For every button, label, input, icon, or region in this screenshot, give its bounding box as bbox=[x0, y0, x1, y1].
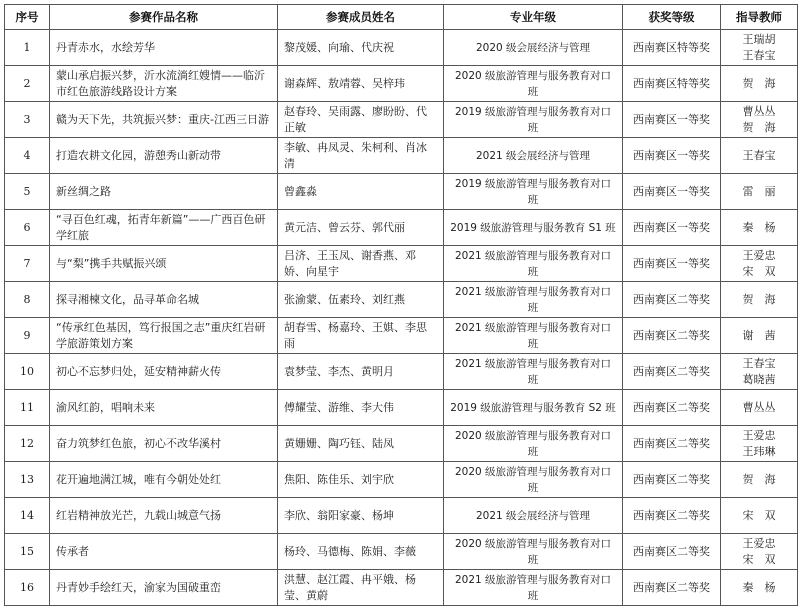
team-members: 吕济、王玉凤、谢香燕、邓娇、向星宇 bbox=[278, 246, 444, 282]
major-grade: 2019 级旅游管理与服务教育对口班 bbox=[444, 102, 623, 138]
table-row bbox=[5, 174, 798, 210]
row-number: 15 bbox=[5, 534, 50, 570]
award-level: 西南赛区二等奖 bbox=[623, 534, 721, 570]
advisors bbox=[721, 462, 798, 498]
table-row bbox=[5, 318, 798, 354]
entry-title: “传承红色基因，笃行报国之志”重庆红岩研学旅游策划方案 bbox=[50, 318, 278, 354]
row-number: 2 bbox=[5, 66, 50, 102]
table-row bbox=[5, 534, 798, 570]
team-members: 黎茂媛、向瑜、代庆祝 bbox=[278, 30, 444, 66]
header-row bbox=[5, 5, 798, 30]
team-members: 焦阳、陈佳乐、刘宇欣 bbox=[278, 462, 444, 498]
major-grade: 2021 级旅游管理与服务教育对口班 bbox=[444, 246, 623, 282]
row-number: 13 bbox=[5, 462, 50, 498]
advisor-name: 王春宝 bbox=[742, 356, 776, 370]
entry-title: 花开遍地满江城，唯有今朝处处红 bbox=[50, 462, 278, 498]
major-grade: 2019 级旅游管理与服务教育对口班 bbox=[444, 174, 623, 210]
advisors bbox=[721, 174, 798, 210]
entry-title: “寻百色红魂，拓青年新篇”——广西百色研学红旅 bbox=[50, 210, 278, 246]
team-members: 袁梦莹、李杰、黄明月 bbox=[278, 354, 444, 390]
advisors bbox=[721, 138, 798, 174]
award-level: 西南赛区二等奖 bbox=[623, 426, 721, 462]
advisor-name: 宋 双 bbox=[742, 264, 776, 278]
entry-title: 红岩精神放光芒，九载山城意气扬 bbox=[50, 498, 278, 534]
award-level: 西南赛区二等奖 bbox=[623, 462, 721, 498]
advisor-name: 秦 杨 bbox=[742, 580, 776, 594]
table-row bbox=[5, 30, 798, 66]
team-members: 李欣、翁阳家豪、杨坤 bbox=[278, 498, 444, 534]
major-grade: 2020 级旅游管理与服务教育对口班 bbox=[444, 534, 623, 570]
advisors bbox=[721, 390, 798, 426]
entry-title: 传承者 bbox=[50, 534, 278, 570]
team-members: 谢森辉、敖靖蓉、吴梓玮 bbox=[278, 66, 444, 102]
advisor-name: 曹丛丛 bbox=[742, 400, 776, 414]
advisor-name: 贺 海 bbox=[742, 472, 776, 486]
table-row bbox=[5, 462, 798, 498]
advisors bbox=[721, 282, 798, 318]
advisors bbox=[721, 246, 798, 282]
major-grade: 2019 级旅游管理与服务教育 S1 班 bbox=[444, 210, 623, 246]
advisors bbox=[721, 498, 798, 534]
entry-title: 渝风红韵，唱响未来 bbox=[50, 390, 278, 426]
advisors bbox=[721, 102, 798, 138]
advisor-name: 秦 杨 bbox=[742, 220, 776, 234]
advisors bbox=[721, 318, 798, 354]
team-members: 杨玲、马德梅、陈娟、李薇 bbox=[278, 534, 444, 570]
award-level: 西南赛区二等奖 bbox=[623, 318, 721, 354]
table-row bbox=[5, 426, 798, 462]
team-members: 洪慧、赵江霞、冉平娥、杨莹、黄蔚 bbox=[278, 570, 444, 606]
header-award: 获奖等级 bbox=[623, 5, 721, 30]
advisors bbox=[721, 534, 798, 570]
major-grade: 2021 级旅游管理与服务教育对口班 bbox=[444, 318, 623, 354]
award-level: 西南赛区二等奖 bbox=[623, 354, 721, 390]
award-level: 西南赛区一等奖 bbox=[623, 102, 721, 138]
entry-title: 丹青赤水，水绘芳华 bbox=[50, 30, 278, 66]
entry-title: 蒙山承启振兴梦，沂水流淌红嫂情——临沂市红色旅游线路设计方案 bbox=[50, 66, 278, 102]
entry-title: 探寻湘楝文化，品寻革命名城 bbox=[50, 282, 278, 318]
major-grade: 2020 级旅游管理与服务教育对口班 bbox=[444, 462, 623, 498]
row-number: 6 bbox=[5, 210, 50, 246]
row-number: 1 bbox=[5, 30, 50, 66]
entry-title: 丹青妙手绘红天，渝家为国破重峦 bbox=[50, 570, 278, 606]
major-grade: 2019 级旅游管理与服务教育 S2 班 bbox=[444, 390, 623, 426]
award-level: 西南赛区一等奖 bbox=[623, 174, 721, 210]
team-members: 黄元洁、曾云芬、郭代丽 bbox=[278, 210, 444, 246]
award-level: 西南赛区特等奖 bbox=[623, 66, 721, 102]
advisors bbox=[721, 354, 798, 390]
team-members: 胡春雪、杨嘉玲、王娸、李思雨 bbox=[278, 318, 444, 354]
row-number: 8 bbox=[5, 282, 50, 318]
advisors bbox=[721, 426, 798, 462]
entry-title: 赣为天下先，共筑振兴梦：重庆-江西三日游 bbox=[50, 102, 278, 138]
table-row bbox=[5, 390, 798, 426]
advisor-name: 宋 双 bbox=[742, 552, 776, 566]
table-row bbox=[5, 210, 798, 246]
major-grade: 2020 级旅游管理与服务教育对口班 bbox=[444, 66, 623, 102]
advisors bbox=[721, 570, 798, 606]
major-grade: 2020 级会展经济与管理 bbox=[444, 30, 623, 66]
award-level: 西南赛区一等奖 bbox=[623, 246, 721, 282]
row-number: 12 bbox=[5, 426, 50, 462]
award-level: 西南赛区二等奖 bbox=[623, 282, 721, 318]
major-grade: 2021 级旅游管理与服务教育对口班 bbox=[444, 570, 623, 606]
advisor-name: 贺 海 bbox=[742, 76, 776, 90]
award-level: 西南赛区一等奖 bbox=[623, 210, 721, 246]
row-number: 7 bbox=[5, 246, 50, 282]
major-grade: 2020 级旅游管理与服务教育对口班 bbox=[444, 426, 623, 462]
team-members: 李敏、冉凤灵、朱柯利、肖冰清 bbox=[278, 138, 444, 174]
award-level: 西南赛区二等奖 bbox=[623, 498, 721, 534]
major-grade: 2021 级会展经济与管理 bbox=[444, 498, 623, 534]
table-row bbox=[5, 282, 798, 318]
awards-table bbox=[4, 4, 798, 606]
row-number: 14 bbox=[5, 498, 50, 534]
advisor-name: 贺 海 bbox=[742, 292, 776, 306]
row-number: 10 bbox=[5, 354, 50, 390]
team-members: 曾鑫淼 bbox=[278, 174, 444, 210]
row-number: 9 bbox=[5, 318, 50, 354]
advisor-name: 宋 双 bbox=[742, 508, 776, 522]
entry-title: 打造农耕文化园，游憩秀山新动带 bbox=[50, 138, 278, 174]
row-number: 11 bbox=[5, 390, 50, 426]
major-grade: 2021 级旅游管理与服务教育对口班 bbox=[444, 354, 623, 390]
award-level: 西南赛区一等奖 bbox=[623, 138, 721, 174]
header-members: 参赛成员姓名 bbox=[278, 5, 444, 30]
team-members: 傅耀莹、游维、李大伟 bbox=[278, 390, 444, 426]
header-title: 参赛作品名称 bbox=[50, 5, 278, 30]
advisor-name: 王爱忠 bbox=[742, 536, 776, 550]
advisor-name: 王春宝 bbox=[742, 48, 776, 62]
entry-title: 与“梨”携手共赋振兴颂 bbox=[50, 246, 278, 282]
award-level: 西南赛区二等奖 bbox=[623, 390, 721, 426]
table-row bbox=[5, 66, 798, 102]
advisors bbox=[721, 66, 798, 102]
entry-title: 新丝绸之路 bbox=[50, 174, 278, 210]
team-members: 黄姗姗、陶巧钰、陆凤 bbox=[278, 426, 444, 462]
advisor-name: 王瑞胡 bbox=[742, 32, 776, 46]
table-row bbox=[5, 354, 798, 390]
major-grade: 2021 级会展经济与管理 bbox=[444, 138, 623, 174]
row-number: 5 bbox=[5, 174, 50, 210]
row-number: 4 bbox=[5, 138, 50, 174]
major-grade: 2021 级旅游管理与服务教育对口班 bbox=[444, 282, 623, 318]
advisor-name: 谢 茜 bbox=[742, 328, 776, 342]
header-no: 序号 bbox=[5, 5, 50, 30]
table-row bbox=[5, 246, 798, 282]
row-number: 3 bbox=[5, 102, 50, 138]
award-level: 西南赛区特等奖 bbox=[623, 30, 721, 66]
team-members: 赵春玲、吴雨露、廖盼盼、代正敏 bbox=[278, 102, 444, 138]
table-row bbox=[5, 498, 798, 534]
advisors bbox=[721, 30, 798, 66]
advisor-name: 葛晓茜 bbox=[742, 372, 776, 386]
advisor-name: 王玮琳 bbox=[742, 444, 776, 458]
table-row bbox=[5, 102, 798, 138]
advisor-name: 贺 海 bbox=[742, 120, 776, 134]
table-body bbox=[5, 30, 798, 606]
advisors bbox=[721, 210, 798, 246]
header-teacher: 指导教师 bbox=[721, 5, 798, 30]
table-row bbox=[5, 138, 798, 174]
table-row bbox=[5, 570, 798, 606]
award-level: 西南赛区二等奖 bbox=[623, 570, 721, 606]
advisor-name: 王春宝 bbox=[742, 148, 776, 162]
entry-title: 初心不忘梦归处，延安精神薪火传 bbox=[50, 354, 278, 390]
row-number: 16 bbox=[5, 570, 50, 606]
entry-title: 奋力筑梦红色旅，初心不改华溪村 bbox=[50, 426, 278, 462]
advisor-name: 王爱忠 bbox=[742, 248, 776, 262]
advisor-name: 雷 丽 bbox=[742, 184, 776, 198]
advisor-name: 曹丛丛 bbox=[742, 104, 776, 118]
header-major: 专业年级 bbox=[444, 5, 623, 30]
advisor-name: 王爱忠 bbox=[742, 428, 776, 442]
team-members: 张渝蒙、伍素玲、刘红燕 bbox=[278, 282, 444, 318]
